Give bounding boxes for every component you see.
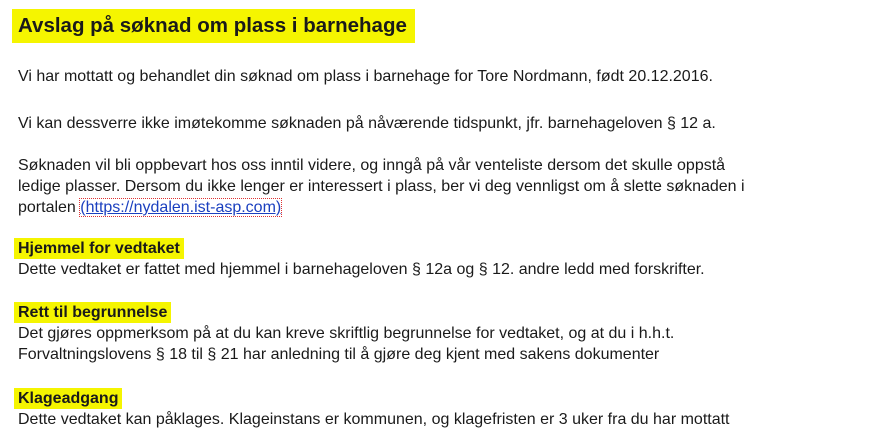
rejection-paragraph: Vi kan dessverre ikke imøtekomme søknaden på nåværende tidspunkt, jfr. barnehageloven § 12 a. bbox=[18, 115, 716, 132]
intro-paragraph: Vi har mottatt og behandlet din søknad om plass i barnehage for Tore Nordmann, født 20.12.2016. bbox=[18, 68, 713, 85]
section-body-begrunnelse-line-2: Forvaltningslovens § 18 til § 21 har anledning til å gjøre deg kjent med sakens dokumenter bbox=[18, 346, 660, 363]
portal-text: portalen bbox=[18, 199, 81, 216]
waitlist-line-1: Søknaden vil bli oppbevart hos oss inntil videre, og inngå på vår venteliste dersom det skulle oppstå bbox=[18, 157, 726, 174]
section-body-begrunnelse-line-1: Det gjøres oppmerksom på at du kan kreve skriftlig begrunnelse for vedtaket, og at du i h.h.t. bbox=[18, 325, 675, 342]
section-body-hjemmel: Dette vedtaket er fattet med hjemmel i barnehageloven § 12a og § 12. andre ledd med forskrifter. bbox=[18, 261, 705, 278]
section-body-klage: Dette vedtaket kan påklages. Klageinstans er kommunen, og klagefristen er 3 uker fra du har mottatt bbox=[18, 411, 730, 428]
waitlist-line-2: ledige plasser. Dersom du ikke lenger er interessert i plass, ber vi deg vennligst om å slette søknaden i bbox=[18, 178, 745, 195]
section-heading-hjemmel: Hjemmel for vedtaket bbox=[14, 238, 184, 259]
portal-link[interactable]: (https://nydalen.ist-asp.com) bbox=[80, 199, 282, 216]
section-heading-klage: Klageadgang bbox=[14, 388, 122, 409]
section-heading-begrunnelse: Rett til begrunnelse bbox=[14, 302, 171, 323]
document-title: Avslag på søknad om plass i barnehage bbox=[12, 9, 415, 43]
waitlist-line-3 bbox=[18, 197, 281, 218]
